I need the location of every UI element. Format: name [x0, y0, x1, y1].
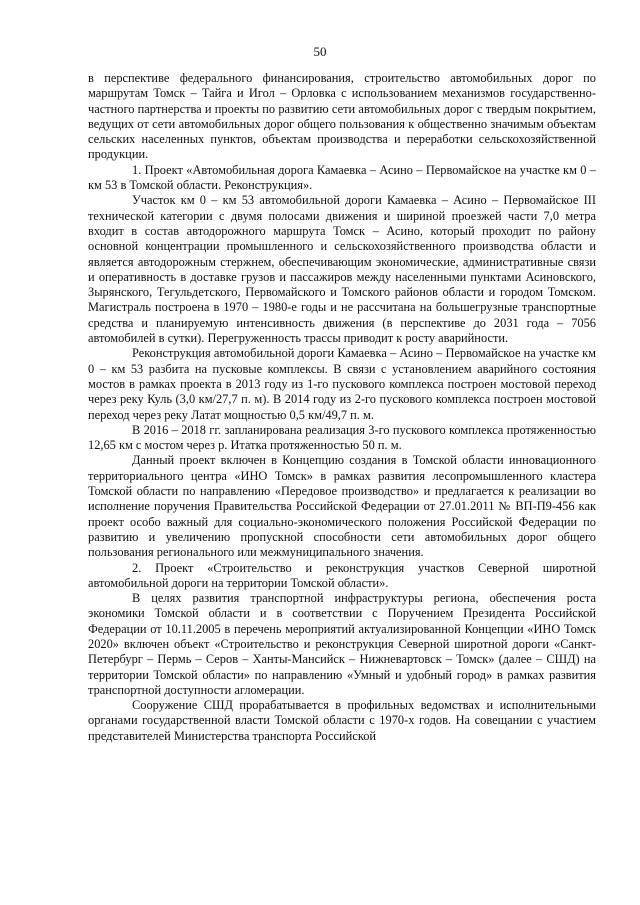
paragraph-project-1-heading: 1. Проект «Автомобильная дорога Камаевка – Асино – Первомайское на участке км 0 – км 53 в Томской области. Реконструкция».: [88, 162, 596, 193]
paragraph-ssd-construction: Сооружение СШД прорабатывается в профильных ведомствах и исполнительными органами государственной власти Томской области с 1970-х годов. На совещании с участием представителей Министерства транспорта Российской: [88, 698, 596, 743]
paragraph-project-2-heading: 2. Проект «Строительство и реконструкция участков Северной широтной автомобильной дороги на территории Томской области».: [88, 560, 596, 590]
body-text: [88, 71, 596, 744]
paragraph-concept-inclusion: Данный проект включен в Концепцию создания в Томской области инновационного территориального центра «ИНО Томск» в рамках развития лесопромышленного кластера Томской области по направлению «Передовое производство» и предлагается к реализации во исполнение поручения Правительства Российской Федерации от 27.01.2011 № ВП-П9-456 как проект особо важный для социально-экономического положения Российской Федерации по развитию и увеличению пропускной способности сети автомобильных дорог общего пользования регионального или межмуниципального значения.: [88, 453, 596, 560]
paragraph-continuation: в перспективе федерального финансирования, строительство автомобильных дорог по маршрутам Томск – Тайга и Игол – Орловка с использованием механизмов государственно-частного партнерства и проекты по развитию сети автомобильных дорог с твердым покрытием, ведущих от сети автомобильных дорог общего пользования к общественно значимым объектам сельских населенных пунктов, объектам производства и переработки сельскохозяйственной продукции.: [88, 71, 596, 162]
paragraph-section-description: Участок км 0 – км 53 автомобильной дороги Камаевка – Асино – Первомайское III технической категории с двумя полосами движения и шириной проезжей части 7,0 метра входит в состав автодорожного маршрута Томск – Асино, который проходит по району основной концентрации промышленного и сельскохозяйственного производства области и является автодорожным стержнем, обеспечивающим экономические, административные связи и оперативность в доставке грузов и пассажиров между населенными пунктами Асиновского, Зырянского, Тегульдетского, Первомайского и Томского районов области и городом Томском. Магистраль построена в 1970 – 1980-е годы и не рассчитана на большегрузные транспортные средства и планируемую интенсивность движения (в перспективе до 2031 года – 7056 автомобилей в сутки). Перегруженность трассы приводит к росту аварийности.: [88, 193, 596, 346]
page-number: 50: [313, 44, 327, 59]
paragraph-plan-2016-2018: В 2016 – 2018 гг. запланирована реализация 3-го пускового комплекса протяженностью 12,65 км с мостом через р. Итатка протяженностью 50 п. м.: [88, 422, 596, 453]
paragraph-reconstruction: Реконструкция автомобильной дороги Камаевка – Асино – Первомайское на участке км 0 – км 53 разбита на пусковые комплексы. В связи с установлением аварийного состояния мостов в рамках проекта в 2013 году из 1-го пускового комплекса построен мостовой переход через реку Куль (3,0 км/27,7 п. м). В 2014 году из 2-го пускового комплекса построен мостовой переход через реку Латат мощностью 0,5 км/49,7 п. м.: [88, 346, 596, 422]
paragraph-infrastructure-goals: В целях развития транспортной инфраструктуры региона, обеспечения роста экономики Томской области и в соответствии с Поручением Президента Российской Федерации от 10.11.2005 в перечень мероприятий актуализированной Концепции «ИНО Томск 2020» включен объект «Строительство и реконструкция Северной широтной дороги «Санкт-Петербург – Пермь – Серов – Ханты-Мансийск – Нижневартовск – Томск» (далее – СШД) на территории Томской области» по направлению «Умный и удобный город» в рамках развития транспортной доступности агломерации.: [88, 591, 596, 697]
